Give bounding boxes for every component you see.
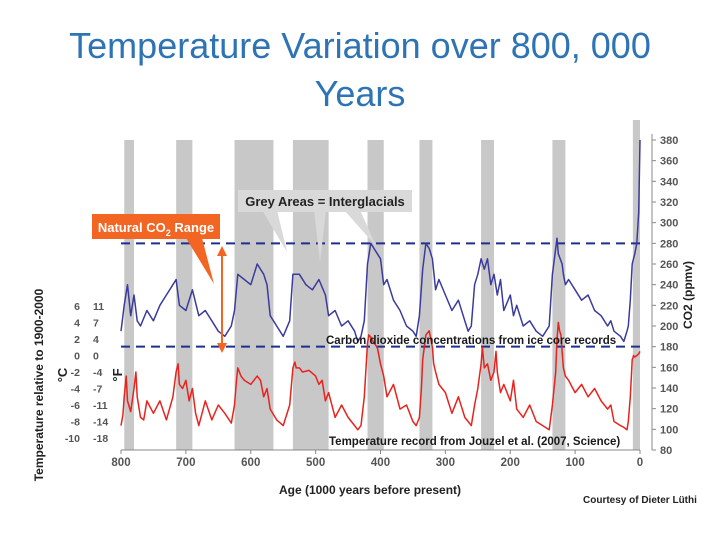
fahrenheit-tick-label: -18 (93, 433, 109, 445)
y-right-tick-label: 160 (660, 362, 679, 375)
interglacial-band (481, 140, 494, 450)
interglacial-band (552, 140, 565, 450)
y-right-tick-label: 260 (660, 259, 679, 271)
fahrenheit-tick-label: 0 (93, 350, 99, 363)
fahrenheit-tick-label: 4 (93, 334, 99, 346)
y-right-tick-label: 140 (660, 383, 679, 395)
y-right-tick-label: 120 (660, 403, 679, 416)
fahrenheit-tick-label: -4 (93, 367, 103, 379)
celsius-tick-label: 4 (74, 317, 80, 330)
interglacial-bands (124, 120, 640, 450)
y-right-axis-label: CO2 (ppmv) (681, 260, 695, 330)
y-right-tick-label: 100 (660, 424, 679, 437)
range-text-suffix: Range (170, 220, 215, 235)
fahrenheit-tick-label: 11 (93, 301, 105, 313)
y-right-tick-label: 300 (660, 217, 679, 230)
celsius-tick-label: -10 (64, 433, 80, 445)
courtesy-credit: Courtesy of Dieter Lüthi (583, 495, 697, 506)
fahrenheit-tick-label: -11 (93, 400, 108, 412)
chart (0, 120, 720, 540)
slide-title-line-1: Temperature Variation over 800, 000 (69, 25, 651, 66)
fahrenheit-tick-label: 7 (93, 317, 99, 330)
slide-title-line-2: Years (314, 73, 406, 114)
y-right-tick-label: 240 (660, 279, 679, 292)
x-tick-label: 200 (500, 457, 520, 469)
x-tick-label: 800 (111, 457, 131, 469)
celsius-unit-label: °C (55, 367, 70, 383)
y-right-tick-label: 380 (660, 135, 679, 147)
interglacial-band (293, 140, 329, 450)
celsius-tick-label: -2 (70, 367, 80, 379)
fahrenheit-unit-label: °F (110, 368, 125, 382)
callout-text: Grey Areas = Interglacials (245, 194, 405, 209)
x-tick-label: 100 (565, 457, 585, 469)
celsius-tick-label: 2 (74, 334, 80, 346)
y-right-tick-label: 220 (660, 300, 679, 313)
celsius-tick-label: 0 (74, 350, 80, 363)
celsius-tick-label: -6 (70, 400, 80, 412)
x-axis-label: Age (1000 years before present) (278, 483, 462, 497)
range-arrow-head-down (217, 343, 227, 353)
y-right-tick-label: 320 (660, 197, 679, 209)
interglacial-band (368, 140, 384, 450)
x-tick-label: 400 (370, 457, 391, 469)
co2-caption: Carbon dioxide concentrations from ice core records (326, 335, 617, 347)
x-tick-label: 0 (636, 457, 644, 469)
x-tick-label: 700 (176, 457, 196, 469)
y-right-tick-label: 180 (660, 341, 679, 354)
range-text-prefix: Natural CO (97, 220, 166, 235)
x-tick-label: 600 (241, 457, 261, 469)
y-right-tick-label: 340 (660, 176, 679, 189)
celsius-tick-label: -8 (70, 416, 80, 429)
fahrenheit-tick-label: -14 (93, 416, 109, 429)
y-right-tick-label: 80 (660, 445, 673, 457)
celsius-tick-label: 6 (74, 301, 80, 313)
fahrenheit-tick-label: -7 (93, 383, 103, 396)
y-right-tick-label: 200 (660, 321, 679, 333)
y-right-tick-label: 280 (660, 238, 679, 251)
y-left-axis-label: Temperature relative to 1900-2000 (32, 288, 46, 482)
range-arrow-head-up (217, 246, 227, 256)
temperature-caption: Temperature record from Jouzel et al. (2007, Science) (329, 436, 621, 448)
slide-title (0, 22, 720, 118)
x-tick-label: 500 (306, 457, 326, 469)
y-right-tick-label: 360 (660, 155, 679, 168)
natural-range-callout (92, 214, 227, 353)
celsius-tick-label: -4 (70, 383, 80, 396)
x-tick-label: 300 (435, 457, 455, 469)
range-text-subscript: 2 (165, 228, 171, 238)
